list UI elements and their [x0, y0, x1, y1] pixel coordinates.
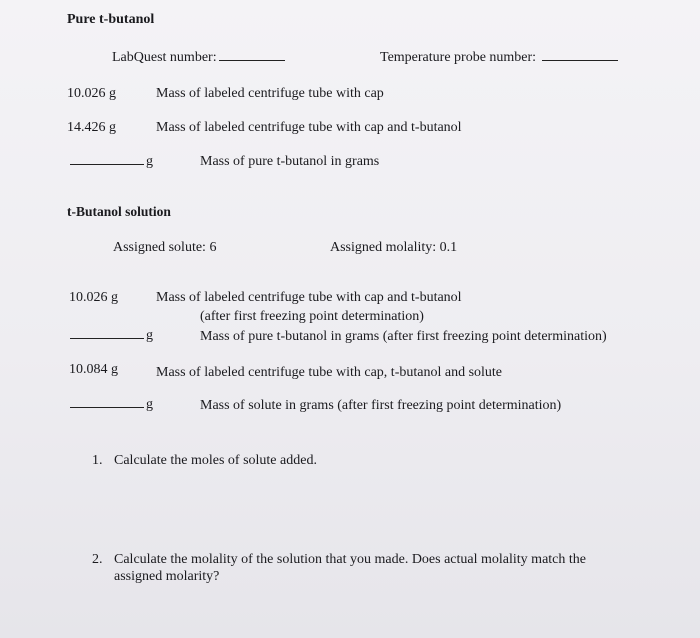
temperature-probe-label: Temperature probe number: [380, 50, 537, 65]
temperature-probe-field[interactable] [542, 60, 618, 61]
mass-tube-cap-butanol-value: 14.426 g [67, 120, 116, 135]
mass-after-freeze-note: (after first freezing point determination) [200, 309, 424, 324]
labquest-number-label: LabQuest number: [112, 50, 217, 65]
mass-pure-butanol-after-field[interactable] [70, 338, 144, 339]
section-title-pure-t-butanol: Pure t-butanol [67, 12, 155, 27]
question-2-number: 2. [92, 552, 103, 567]
mass-pure-butanol-after-desc: Mass of pure t-butanol in grams (after first freezing point determination) [200, 329, 607, 344]
question-2-text: Calculate the molality of the solution that you made. Does actual molality match the [114, 552, 586, 567]
mass-solute-unit: g [146, 397, 153, 412]
question-1-number: 1. [92, 453, 103, 468]
labquest-number-row [112, 50, 285, 66]
mass-solute-desc: Mass of solute in grams (after first freezing point determination) [200, 398, 562, 413]
assigned-solute: Assigned solute: 6 [113, 240, 217, 255]
mass-solute-row [70, 397, 153, 413]
mass-pure-butanol-after-row [70, 328, 153, 344]
section-title-t-butanol-solution: t-Butanol solution [67, 204, 171, 219]
mass-pure-butanol-field[interactable] [70, 164, 144, 165]
mass-solute-field[interactable] [70, 407, 144, 408]
mass-tube-cap-butanol-desc: Mass of labeled centrifuge tube with cap and t-butanol [156, 120, 462, 135]
question-2-text-cont: assigned molarity? [114, 569, 220, 584]
mass-with-solute-desc: Mass of labeled centrifuge tube with cap, t-butanol and solute [156, 365, 503, 380]
assigned-molality: Assigned molality: 0.1 [330, 240, 458, 255]
mass-tube-cap-desc: Mass of labeled centrifuge tube with cap [156, 86, 384, 101]
mass-pure-butanol-desc: Mass of pure t-butanol in grams [200, 154, 380, 169]
mass-pure-butanol-after-unit: g [146, 328, 153, 343]
mass-tube-cap-value: 10.026 g [67, 86, 116, 101]
mass-with-solute-value: 10.084 g [69, 362, 118, 377]
labquest-number-field[interactable] [219, 60, 285, 61]
mass-pure-butanol-row [70, 154, 153, 170]
temperature-probe-row [380, 50, 618, 66]
question-1-text: Calculate the moles of solute added. [114, 453, 317, 468]
mass-after-freeze-desc: Mass of labeled centrifuge tube with cap and t-butanol [156, 290, 462, 305]
mass-after-freeze-value: 10.026 g [69, 290, 118, 305]
mass-pure-butanol-unit: g [146, 154, 153, 169]
